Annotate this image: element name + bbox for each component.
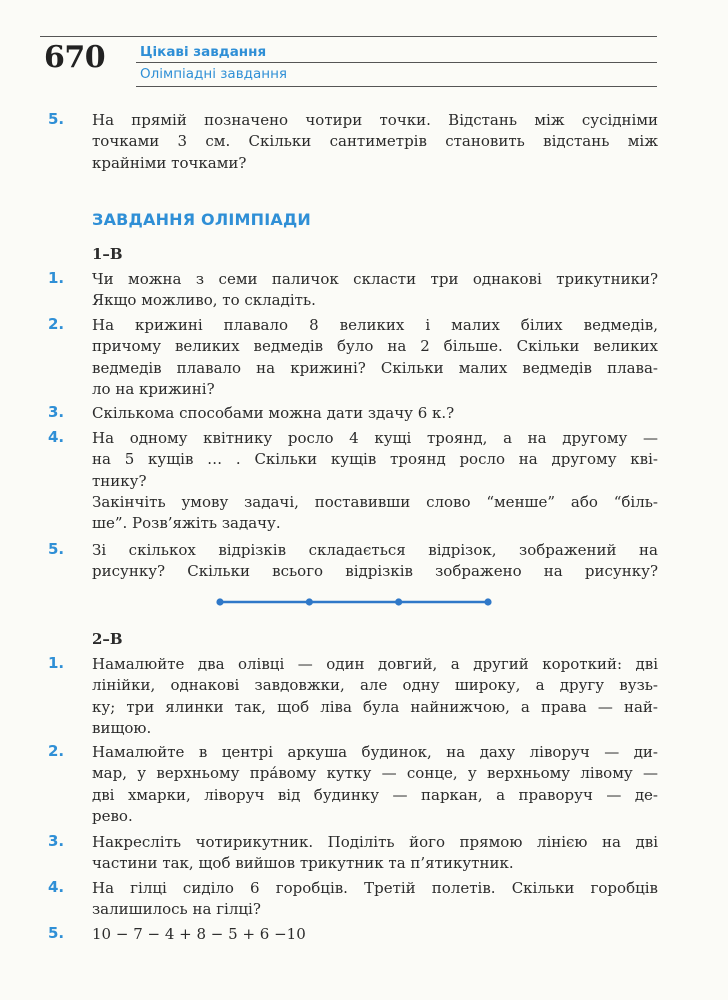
task-line: на 5 кущів … . Скільки кущів троянд росло на другому кві-	[92, 450, 658, 469]
header-bottom-rule	[136, 86, 657, 87]
task-text	[92, 924, 658, 945]
header-subsection-title: Олімпіадні завдання	[140, 66, 288, 82]
task-text	[92, 654, 658, 739]
task-text	[92, 832, 658, 875]
variant-2-label: 2–В	[92, 630, 123, 648]
segment-point	[306, 598, 313, 605]
task-text	[92, 403, 658, 424]
task-text	[92, 315, 658, 400]
task-line: На прямій позначено чотири точки. Відстань між сусідніми	[92, 111, 658, 129]
task-line: крайніми точками?	[92, 153, 247, 172]
task-line: 10 − 7 − 4 + 8 − 5 + 6 −10	[92, 925, 306, 943]
task-line: ше”. Розв’яжіть задачу.	[92, 514, 281, 533]
page-number: 670	[44, 40, 106, 75]
task-line: Скількома способами можна дати здачу 6 к.?	[92, 404, 455, 422]
task-line: Зі скількох відрізків складається відрізок, зображений на	[92, 541, 658, 559]
task-number: 5.	[48, 540, 65, 558]
task-line: рево.	[92, 806, 133, 825]
task-line: вищою.	[92, 718, 152, 737]
segment-point	[216, 598, 223, 605]
task-text	[92, 878, 658, 921]
segment-point	[484, 598, 491, 605]
task-line: ло на крижині?	[92, 379, 215, 398]
task-line: дві хмарки, ліворуч від будинку — паркан, а праворуч — де-	[92, 785, 658, 804]
task-number: 4.	[48, 878, 65, 896]
task-text	[92, 428, 658, 534]
task-line: точками 3 см. Скільки сантиметрів становить відстань між	[92, 132, 658, 151]
task-line: Закінчіть умову задачі, поставивши слово “менше” або “біль-	[92, 492, 658, 511]
header-section-title: Цікаві завдання	[140, 44, 267, 60]
task-number: 3.	[48, 403, 65, 421]
header-top-rule	[40, 36, 657, 37]
task-line: ку; три ялинки так, щоб ліва була найнижчою, а права — най-	[92, 697, 658, 716]
task-line: причому великих ведмедів було на 2 більше. Скільки великих	[92, 337, 658, 356]
task-line: рисунку? Скільки всього відрізків зображено на рисунку?	[92, 562, 658, 581]
task-line: Накресліть чотирикутник. Поділіть його прямою лінією на дві	[92, 833, 658, 851]
task-line: На крижині плавало 8 великих і малих білих ведмедів,	[92, 316, 658, 334]
task-number: 5.	[48, 110, 65, 128]
task-number: 3.	[48, 832, 65, 850]
task-text	[92, 742, 658, 827]
task-number: 2.	[48, 315, 65, 333]
segment-figure	[214, 593, 494, 611]
olympiad-heading: ЗАВДАННЯ ОЛІМПІАДИ	[92, 210, 311, 229]
task-line: залишилось на гілці?	[92, 900, 261, 919]
task-line: тнику?	[92, 471, 147, 490]
task-number: 2.	[48, 742, 65, 760]
task-line: Якщо можливо, то складіть.	[92, 291, 316, 310]
task-number: 1.	[48, 654, 65, 672]
variant-1-label: 1–В	[92, 245, 123, 263]
task-line: На гілці сиділо 6 горобців. Третій полетів. Скільки горобців	[92, 879, 658, 897]
task-line: Намалюйте в центрі аркуша будинок, на даху ліворуч — ди-	[92, 743, 658, 761]
task-text	[92, 110, 658, 174]
task-line: лінійки, однакові завдовжки, але одну широку, а другу вузь-	[92, 676, 658, 695]
task-line: мар, у верхньому пра́вому кутку — сонце, у верхньому лівому —	[92, 764, 658, 783]
task-text	[92, 269, 658, 312]
task-line: ведмедів плавало на крижині? Скільки малих ведмедів плава-	[92, 358, 658, 377]
segment-point	[395, 598, 402, 605]
task-number: 1.	[48, 269, 65, 287]
task-line: частини так, щоб вийшов трикутник та п’ятикутник.	[92, 854, 514, 873]
task-line: Чи можна з семи паличок скласти три однакові трикутники?	[92, 270, 658, 288]
task-number: 4.	[48, 428, 65, 446]
task-text	[92, 540, 658, 583]
task-line: На одному квітнику росло 4 кущі троянд, а на другому —	[92, 429, 658, 447]
header-middle-rule	[136, 62, 657, 63]
task-number: 5.	[48, 924, 65, 942]
task-line: Намалюйте два олівці — один довгий, а другий короткий: дві	[92, 655, 658, 673]
